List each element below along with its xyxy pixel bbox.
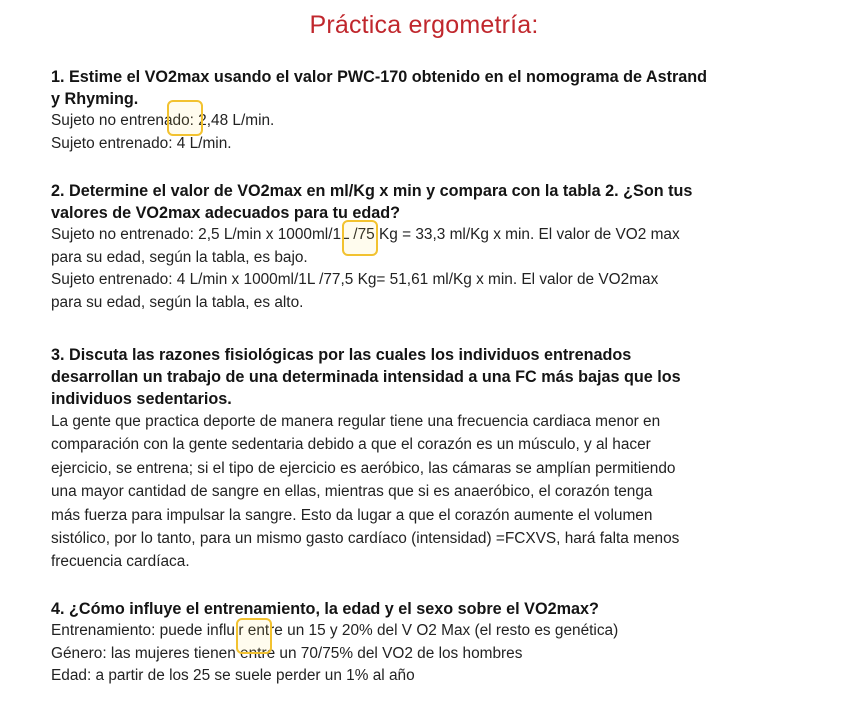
section-2: [51, 180, 791, 314]
answer-3-line-3: ejercicio, se entrena; si el tipo de ejercicio es aeróbico, las cámaras se amplían permitiendo: [51, 459, 676, 477]
answer-4-line-3: Edad: a partir de los 25 se suele perder un 1% al año: [51, 667, 415, 685]
question-1-line-1: 1. Estime el VO2max usando el valor PWC-170 obtenido en el nomograma de Astrand: [51, 68, 708, 86]
answer-3-line-2: comparación con la gente sedentaria debido a que el corazón es un músculo, y al hacer: [51, 436, 651, 454]
question-1-line-2: y Rhyming.: [51, 90, 139, 108]
answer-2-line-2: para su edad, según la tabla, es bajo.: [51, 248, 308, 266]
section-4: [51, 598, 791, 688]
question-2-line-2: valores de VO2max adecuados para tu edad?: [51, 204, 401, 222]
section-3: [51, 344, 791, 574]
question-3-line-2: desarrollan un trabajo de una determinada intensidad a una FC más bajas que los: [51, 368, 681, 386]
section-1: [51, 66, 791, 155]
answer-3-line-4: una mayor cantidad de sangre en ellas, mientras que si es anaeróbico, el corazón tenga: [51, 483, 653, 501]
answer-1-line-2: Sujeto entrenado: 4 L/min.: [51, 134, 232, 152]
answer-2-line-3: Sujeto entrenado: 4 L/min x 1000ml/1L /77,5 Kg= 51,61 ml/Kg x min. El valor de VO2max: [51, 271, 659, 289]
question-4-line-1: 4. ¿Cómo influye el entrenamiento, la edad y el sexo sobre el VO2max?: [51, 600, 599, 618]
answer-1-line-1: Sujeto no entrenado: 2,48 L/min.: [51, 112, 275, 129]
question-3-line-1: 3. Discuta las razones fisiológicas por las cuales los individuos entrenados: [51, 346, 632, 364]
answer-3-line-6: sistólico, por lo tanto, para un mismo gasto cardíaco (intensidad) =FCXVS, hará falta menos: [51, 530, 680, 548]
question-2-line-1: 2. Determine el valor de VO2max en ml/Kg x min y compara con la tabla 2. ¿Son tus: [51, 182, 693, 200]
answer-2-line-4: para su edad, según la tabla, es alto.: [51, 293, 304, 311]
answer-4-line-2: Género: las mujeres tienen entre un 70/75% del VO2 de los hombres: [51, 644, 523, 662]
answer-3-line-1: La gente que practica deporte de manera regular tiene una frecuencia cardiaca menor en: [51, 413, 661, 430]
answer-3-line-7: frecuencia cardíaca.: [51, 553, 190, 571]
answer-4-line-1: Entrenamiento: puede influir entre un 15 y 20% del V O2 Max (el resto es genética): [51, 622, 619, 639]
question-3-line-3: individuos sedentarios.: [51, 390, 232, 408]
page-title: Práctica ergometría:: [309, 11, 539, 39]
answer-3-line-5: más fuerza para impulsar la sangre. Esto da lugar a que el corazón aumente el volumen: [51, 506, 653, 524]
answer-2-line-1: Sujeto no entrenado: 2,5 L/min x 1000ml/1L /75 Kg = 33,3 ml/Kg x min. El valor de VO2 max: [51, 226, 680, 243]
